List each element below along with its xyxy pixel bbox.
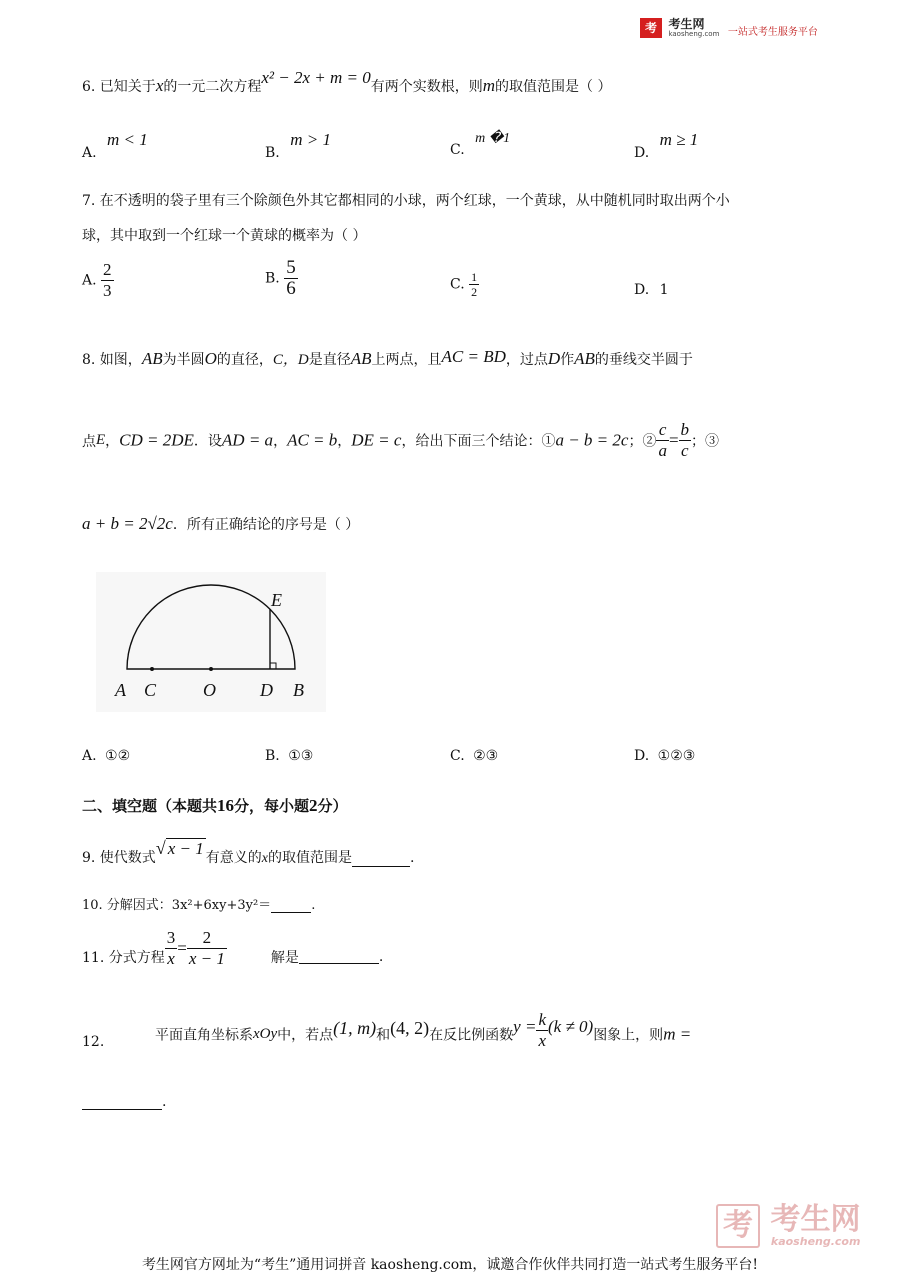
q8-text: ；② <box>628 433 657 450</box>
q8-math: AD = a <box>221 430 274 450</box>
q8-frac-c-a <box>656 420 669 461</box>
q8-text: ．设 <box>193 433 222 450</box>
logo-sub: kaosheng.com <box>668 30 720 38</box>
frac-den: 3 <box>103 281 112 300</box>
frac-den: x <box>167 949 175 968</box>
frac-num: 2 <box>187 928 227 949</box>
q7-line1: 7. 在不透明的袋子里有三个除颜色外其它都相同的小球，两个红球，一个黄球，从中随机同时取出两个小 <box>82 193 730 209</box>
q8-math: O <box>204 349 217 368</box>
frac-den: 2 <box>471 285 478 299</box>
q12-math: y = <box>513 1016 537 1036</box>
q9-var: x <box>261 851 268 866</box>
q8-text: ，过点 <box>505 352 548 368</box>
label-o: O <box>203 680 216 700</box>
watermark-logo <box>716 1204 860 1248</box>
option-text: m �1 <box>475 131 511 146</box>
radicand: x − 1 <box>167 839 204 858</box>
q8-option-d[interactable] <box>634 748 695 764</box>
q8-line2 <box>82 420 719 461</box>
q12-point-2: (4, 2) <box>390 1018 430 1038</box>
frac-num: k <box>538 1010 546 1029</box>
frac-num: 1 <box>471 270 478 284</box>
section-text: 分） <box>317 797 348 815</box>
q7-line2: 球，其中取到一个红球一个黄球的概率为（ ） <box>82 228 367 244</box>
q10-text: . <box>311 898 316 913</box>
header-tagline: 一站式考生服务平台 <box>727 27 818 38</box>
q8-text: 点 <box>82 433 96 450</box>
section-title-fill-in <box>82 795 348 816</box>
option-label: B. <box>265 748 280 764</box>
watermark-sub: kaosheng.com <box>770 1235 861 1248</box>
q11-text: . <box>378 948 384 965</box>
q8-text: 上两点，且 <box>371 352 442 368</box>
q8-frac-b-c <box>679 420 692 461</box>
q6-text-a: 6. 已知关于 <box>82 79 156 95</box>
section-number: 16 <box>217 796 235 815</box>
frac-den: x − 1 <box>188 949 225 968</box>
q7-option-d[interactable] <box>634 282 669 298</box>
q12-text: . <box>162 1094 167 1110</box>
option-fraction <box>469 270 479 299</box>
q10 <box>82 894 315 913</box>
q8-math: AB <box>350 349 372 368</box>
q8-math: CD = 2DE <box>119 430 194 450</box>
q11-frac-left <box>165 928 178 969</box>
footer-text: 考生网官方网址为“考生”通用词拼音 kaosheng.com，诚邀合作伙伴共同打造一站式考生服务平台! <box>141 1257 759 1273</box>
label-c: C <box>144 680 157 700</box>
q8-text: 8. 如图， <box>82 352 142 368</box>
q12-frac-k-x <box>536 1010 548 1051</box>
q8-text: ， <box>337 433 352 450</box>
q6-option-c[interactable] <box>450 130 511 158</box>
q8-text: 作 <box>560 352 575 368</box>
point-o-dot <box>209 667 213 671</box>
option-text: ①②③ <box>657 748 696 764</box>
q11-frac-right <box>187 928 227 969</box>
q10-answer-blank[interactable] <box>271 898 311 913</box>
logo-icon: 考 <box>640 18 662 38</box>
q8-math: = <box>668 430 679 450</box>
q8-math: C，D <box>272 352 309 368</box>
q8-math: AB <box>574 349 595 368</box>
point-c-dot <box>150 667 154 671</box>
q8-option-b[interactable] <box>265 748 313 764</box>
q12-num: 12. <box>82 1034 105 1050</box>
option-label: D. <box>634 145 650 161</box>
q12-text: 和 <box>376 1027 391 1044</box>
option-text: m < 1 <box>107 130 148 149</box>
q9-text: 的取值范围是 <box>267 850 352 866</box>
option-text: ②③ <box>473 748 499 764</box>
q8-text: ；③ <box>691 433 720 450</box>
q9 <box>82 838 415 866</box>
q12-math: xOy <box>253 1026 278 1042</box>
q6-option-a[interactable] <box>82 130 148 161</box>
option-label: D. <box>634 748 650 764</box>
q11-answer-blank[interactable] <box>299 949 379 964</box>
option-label: A. <box>82 272 97 289</box>
option-label: A. <box>82 748 97 764</box>
q8-line3 <box>82 514 359 534</box>
q9-answer-blank[interactable] <box>352 852 410 867</box>
q12-answer-line <box>82 1094 166 1110</box>
option-fraction <box>284 258 298 299</box>
q8-text: ， <box>273 433 288 450</box>
option-fraction <box>101 260 114 301</box>
q6-var-m: m <box>482 76 496 95</box>
q6-var-x: x <box>155 76 164 95</box>
option-label: B. <box>265 145 280 161</box>
q11-eq: = <box>177 938 187 958</box>
q9-text: 9. 使代数式 <box>82 850 156 866</box>
q6-option-d[interactable] <box>634 130 699 161</box>
q9-text: 有意义的 <box>205 850 262 866</box>
q12-point-1: (1, m) <box>333 1018 377 1038</box>
frac-num: 2 <box>103 260 112 279</box>
q7-option-b[interactable] <box>265 258 298 299</box>
option-label: B. <box>265 270 280 287</box>
q10-text: 10. 分解因式：3x²+6xy+3y²＝ <box>82 898 272 913</box>
q6-option-b[interactable] <box>265 130 331 161</box>
option-text: ①② <box>105 748 131 764</box>
frac-num: b <box>680 420 690 439</box>
q8-text: 是直径 <box>308 352 351 368</box>
option-text: 1 <box>659 282 669 298</box>
q8-text: ．所有正确结论的序号是（ ） <box>172 517 360 533</box>
option-text: m > 1 <box>290 130 331 149</box>
section-text: 分，每小题 <box>234 797 310 815</box>
q8-math: a + b = 2√2c <box>82 514 173 533</box>
q8-option-a[interactable] <box>82 748 130 764</box>
q8-line1 <box>82 348 693 369</box>
label-d: D <box>260 680 273 700</box>
q9-text: . <box>409 850 415 866</box>
option-label: C. <box>450 748 465 764</box>
frac-den: x <box>538 1031 546 1050</box>
q12-math: (k ≠ 0) <box>547 1016 594 1036</box>
q8-math: AB <box>141 349 163 368</box>
q8-text: ，给出下面三个结论：① <box>401 433 556 450</box>
q8-math: AC = b <box>287 430 338 450</box>
q12-text: 在反比例函数 <box>429 1027 514 1044</box>
option-text: m ≥ 1 <box>659 130 699 149</box>
q8-text: ， <box>105 433 120 450</box>
section-number: 2 <box>309 796 318 815</box>
q8-math: AC = BD <box>441 347 506 366</box>
option-label: C. <box>450 142 465 158</box>
label-b: B <box>293 680 304 700</box>
q6-text-d: 的取值范围是（ ） <box>495 79 612 95</box>
q8-text: 为半圆 <box>162 352 205 368</box>
q8-text: 的直径， <box>216 352 273 368</box>
frac-num: c <box>656 420 669 441</box>
q8-math: E <box>96 432 106 448</box>
section-text: 二、填空题（本题共 <box>82 797 218 815</box>
q6-text-c: 有两个实数根，则 <box>370 79 483 95</box>
q12-answer-blank[interactable] <box>82 1095 162 1110</box>
q12-text: 图象上，则 <box>593 1027 664 1044</box>
q8-math: a − b = 2c <box>555 430 629 450</box>
frac-num: 3 <box>166 928 176 947</box>
q11-text: 11. 分式方程 <box>82 949 165 966</box>
q8-option-c[interactable] <box>450 748 498 764</box>
q8-math: DE = c <box>351 430 402 450</box>
q12-text: 平面直角坐标系 <box>155 1027 253 1044</box>
q8-text: 的垂线交半圆于 <box>594 352 693 368</box>
header-logo <box>640 18 818 38</box>
q12 <box>155 1010 692 1055</box>
label-a: A <box>115 680 126 700</box>
watermark-text: 考生网 <box>770 1202 861 1237</box>
label-e: E <box>271 590 282 610</box>
option-label: D. <box>634 282 650 298</box>
q7-option-c[interactable] <box>450 270 479 299</box>
q8-semicircle-figure <box>96 572 326 712</box>
q11 <box>82 928 383 969</box>
q11-text: 解是 <box>270 949 299 966</box>
frac-den: a <box>658 441 667 460</box>
q6-equation: x² − 2x + m = 0 <box>261 68 371 87</box>
option-label: C. <box>450 276 465 293</box>
option-label: A. <box>82 145 97 161</box>
q12-math: m = <box>663 1024 692 1044</box>
logo-text: 考生网 <box>668 17 705 31</box>
q6-text-b: 的一元二次方程 <box>163 79 262 95</box>
frac-num: 5 <box>286 257 296 278</box>
option-text: ①③ <box>288 748 314 764</box>
q8-math: D <box>547 349 561 368</box>
frac-den: 6 <box>286 278 296 299</box>
q12-text: 中，若点 <box>277 1027 334 1044</box>
watermark-icon: 考 <box>716 1204 760 1248</box>
radical-expression: √ x − 1 <box>155 838 204 858</box>
frac-den: c <box>681 441 689 460</box>
q7-option-a[interactable] <box>82 260 114 301</box>
q6-stem <box>82 68 612 96</box>
